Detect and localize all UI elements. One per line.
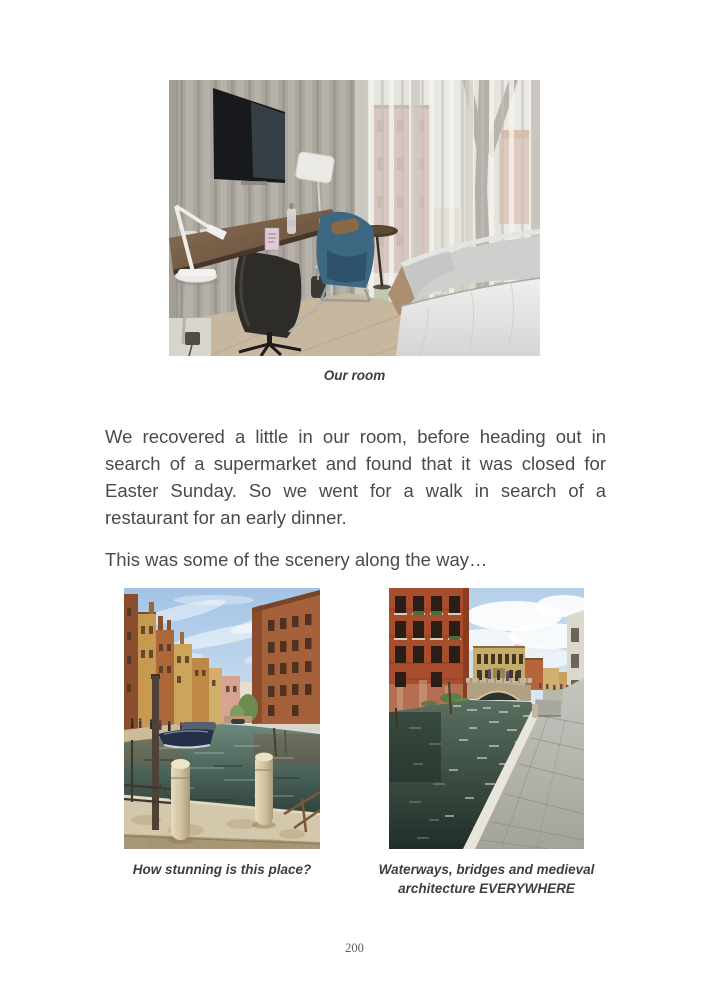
stone-bridge [466,678,532,701]
venice-canal-walkway-photo [389,588,584,849]
red-brick-palazzo [389,588,471,712]
caption-how-stunning: How stunning is this place? [132,862,312,877]
hotel-room-photo [169,80,540,356]
figure-hotel-room [169,80,540,385]
paragraph-scenery-intro: This was some of the scenery along the way… [105,549,488,570]
page-number: 200 [345,941,364,955]
figure-canal-walkway [378,588,595,898]
figure-canal-bollards [124,588,320,879]
venice-canal-bollards-photo [124,588,320,849]
wall-panel-and-outlet [169,318,211,356]
right-brick-building [252,590,320,732]
caption-our-room: Our room [323,368,386,383]
paragraph-recovered-in-room: We recovered a little in our room, before heading out in search of a supermarket and found that it was closed for Easter Sunday. So we went for a walk in search of a restaurant for an early dinner. [105,426,606,528]
caption-waterways-bridges: Waterways, bridges and medieval architecture EVERYWHERE [378,862,595,896]
info-card [265,228,279,250]
